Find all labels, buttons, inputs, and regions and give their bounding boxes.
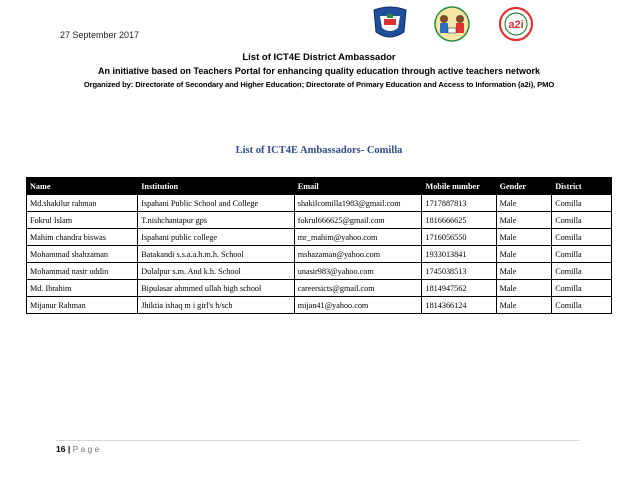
cell-mobile: 1717887813	[422, 195, 496, 212]
a2i-logo	[494, 6, 538, 42]
cell-institution: Dulalpur s.m. And k.h. School	[138, 263, 295, 280]
cell-district: Comilla	[552, 297, 612, 314]
header-logos	[370, 6, 540, 44]
table-title: List of ICT4E Ambassadors- Comilla	[235, 145, 403, 156]
cell-gender: Male	[496, 246, 552, 263]
table-header-row	[27, 178, 612, 195]
cell-email: shakilcomilla1983@gmail.com	[294, 195, 422, 212]
cell-name: Md.shakilur rahman	[27, 195, 138, 212]
cell-district: Comilla	[552, 229, 612, 246]
cell-email: mijan41@yahoo.com	[294, 297, 422, 314]
column-header-district: District	[552, 178, 612, 195]
table-row	[27, 229, 612, 246]
document-subtitle: An initiative based on Teachers Portal for enhancing quality education through active teachers network	[98, 66, 540, 76]
document-date: 27 September 2017	[60, 30, 140, 40]
table-row	[27, 280, 612, 297]
cell-district: Comilla	[552, 263, 612, 280]
cell-gender: Male	[496, 229, 552, 246]
cell-name: Mohammad nasir uddin	[27, 263, 138, 280]
column-header-mobile: Mobile number	[422, 178, 496, 195]
cell-name: Mohammad shahzaman	[27, 246, 138, 263]
cell-institution: Bipulasar ahmmed ullah high school	[138, 280, 295, 297]
table-row	[27, 212, 612, 229]
cell-institution: T.nishchantapur gps	[138, 212, 295, 229]
cell-institution: Ispahani public college	[138, 229, 295, 246]
cell-district: Comilla	[552, 246, 612, 263]
cell-name: Mijanur Rahman	[27, 297, 138, 314]
page-label: P a g e	[72, 444, 100, 454]
document-title: List of ICT4E District Ambassador	[242, 52, 396, 63]
cell-email: unasir983@yahoo.com	[294, 263, 422, 280]
a2i-logo-text: a2i	[508, 19, 524, 31]
cell-institution: Batakandi s.s.a.a.h.m.h. School	[138, 246, 295, 263]
cell-name: Mahim chandra biswas	[27, 229, 138, 246]
cell-institution: Jhiktia ishaq m i girl's h/sch	[138, 297, 295, 314]
education-children-logo	[422, 6, 482, 42]
cell-name: Fokrul Islam	[27, 212, 138, 229]
cell-gender: Male	[496, 297, 552, 314]
page-number: 16	[56, 444, 66, 454]
cell-institution: Ispahani Public School and College	[138, 195, 295, 212]
cell-district: Comilla	[552, 195, 612, 212]
column-header-name: Name	[27, 178, 138, 195]
cell-mobile: 1716056550	[422, 229, 496, 246]
cell-mobile: 1816666625	[422, 212, 496, 229]
cell-district: Comilla	[552, 280, 612, 297]
cell-email: careersicts@gmail.com	[294, 280, 422, 297]
cell-mobile: 1814947562	[422, 280, 496, 297]
cell-gender: Male	[496, 212, 552, 229]
organizer-line: Organized by: Directorate of Secondary and Higher Education; Directorate of Primary Education and Access to Information (a2i), PMO	[83, 80, 555, 89]
page-footer	[56, 444, 99, 454]
cell-district: Comilla	[552, 212, 612, 229]
university-seal-logo	[370, 6, 410, 42]
cell-name: Md. Ibrahim	[27, 280, 138, 297]
cell-mobile: 1933013841	[422, 246, 496, 263]
column-header-institution: Institution	[138, 178, 295, 195]
table-row	[27, 246, 612, 263]
cell-email: mr_mahim@yahoo.com	[294, 229, 422, 246]
cell-mobile: 1814366124	[422, 297, 496, 314]
ambassadors-table	[26, 177, 612, 314]
cell-email: mshazaman@yahoo.com	[294, 246, 422, 263]
footer-divider	[56, 440, 580, 441]
table-row	[27, 297, 612, 314]
column-header-gender: Gender	[496, 178, 552, 195]
cell-email: fokrul666625@gmail.com	[294, 212, 422, 229]
column-header-email: Email	[294, 178, 422, 195]
table-row	[27, 195, 612, 212]
cell-gender: Male	[496, 263, 552, 280]
cell-gender: Male	[496, 280, 552, 297]
cell-gender: Male	[496, 195, 552, 212]
cell-mobile: 1745038513	[422, 263, 496, 280]
footer-separator: |	[65, 444, 73, 454]
table-row	[27, 263, 612, 280]
